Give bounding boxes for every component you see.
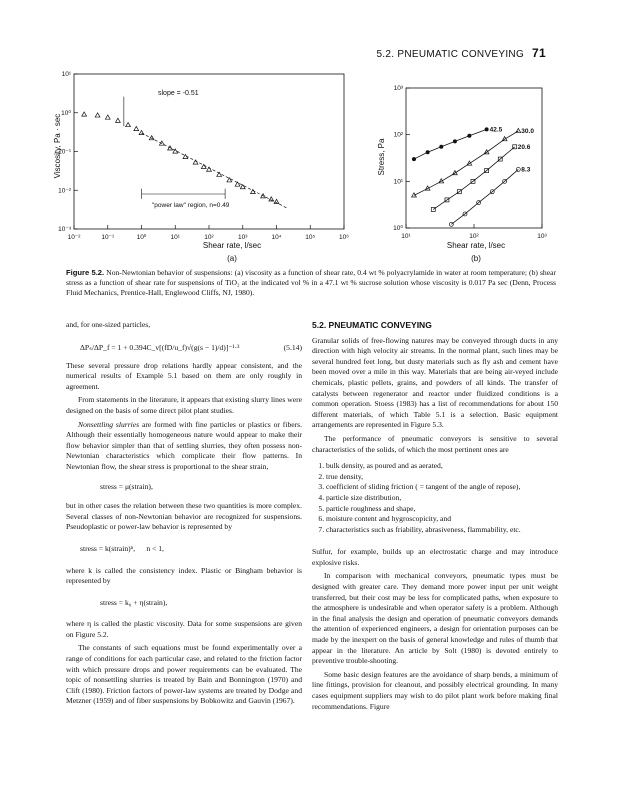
right-paragraph-5: Some basic design features are the avoidance of sharp bends, a minimum of line fittings, provision for cleanout, and possibly electrical grounding. In many cases equipment suppliers may wish to do pilot plant work before making final recommendations. Figure — [312, 669, 558, 711]
x-tick-label: 10³ — [537, 233, 547, 240]
data-point — [516, 128, 521, 132]
data-point — [159, 141, 164, 145]
data-point — [227, 178, 232, 182]
panel-a-xlabel: Shear rate, l/sec — [202, 241, 262, 250]
list-item: 7. characteristics such as friability, abrasiveness, flammability, etc. — [326, 525, 558, 536]
right-paragraph-3: Sulfur, for example, builds up an electrostatic charge and may introduce explosive risks. — [312, 547, 558, 567]
list-item: 4. particle size distribution, — [326, 493, 558, 504]
left-paragraph-1: These several pressure drop relations hardly appear consistent, and the numerical results of Example 5.1 based on them are only roughly in agreement. — [66, 360, 302, 391]
y-tick-label: 10² — [393, 131, 403, 139]
data-point — [484, 150, 489, 154]
panel-a-ylabel: Viscosity, Pa · sec — [53, 113, 62, 179]
y-tick-label: 10⁰ — [61, 109, 71, 117]
data-point — [502, 137, 507, 141]
data-point — [95, 113, 100, 117]
list-item: 1. bulk density, as poured and as aerated, — [326, 461, 558, 472]
running-head — [0, 46, 546, 60]
data-point — [467, 134, 471, 138]
list-item: 5. particle roughness and shape, — [326, 504, 558, 515]
x-tick-label: 10⁻² — [67, 234, 81, 241]
data-point — [439, 145, 443, 149]
x-tick-label: 10⁻¹ — [101, 234, 115, 241]
right-paragraph-4: In comparison with mechanical conveyors, pneumatic types must be designed with greater care. They demand more power input per unit weight transferred, but their cost may be less for complicated paths, when exposure to the atmosphere is undesirable and when operator safety is a problem. Although in the final analysis the design and operation of pneumatic conveyors demands the attention of experienced engineers, a design for orientation purposes can be made by the inexpert on the basis of general knowledge and rules of thumb that appear in the literature. An article by Solt (1980) is devoted entirely to preventive trouble-shooting. — [312, 571, 558, 666]
data-point — [240, 185, 245, 189]
y-tick-label: 10¹ — [61, 71, 71, 78]
y-tick-label: 10³ — [393, 85, 403, 92]
list-item: 6. moisture content and hygroscopicity, and — [326, 514, 558, 525]
data-point — [201, 164, 206, 168]
left-paragraph-2: From statements in the literature, it appears that existing slurry lines were designed on the basis of some direct pilot plant studies. — [66, 395, 302, 415]
panel-a-label: (a) — [227, 254, 237, 263]
running-head-section: 5.2. PNEUMATIC CONVEYING — [376, 49, 525, 60]
series-line — [414, 129, 487, 159]
panel-b-ylabel: Stress, Pa — [377, 138, 386, 176]
equation-power-law: stress = k(strain)ⁿ, n < 1, — [80, 543, 164, 553]
equation-5-14-body: ΔPₛ/ΔP_f = 1 + 0.394C_v[(fD/u_f)√(g(s − 1)/d)]⁻¹·³ — [80, 342, 240, 352]
figure-caption-label: Figure 5.2. — [66, 268, 105, 277]
data-point — [485, 127, 489, 131]
equation-newton: stress = μ(strain), — [100, 481, 153, 491]
panel-a-plot — [58, 71, 349, 241]
x-tick-label: 10⁶ — [339, 234, 349, 241]
x-tick-label: 10² — [204, 234, 214, 241]
annotation-power-law: "power law" region, n=0.49 — [152, 202, 230, 209]
x-tick-label: 10¹ — [170, 234, 180, 241]
equation-bingham: stress = k₀ + η(strain), — [100, 597, 168, 607]
data-point — [116, 118, 121, 122]
series-label: 8.3 — [521, 166, 531, 174]
figure-panel-a — [52, 66, 370, 266]
left-paragraph-3-text: are formed with fine particles or plastics or fibers. Although their essentially homogeneous nature would appear to make their flow behavior simpler than that of settling slurries, they often possess non-Newtonian characteristics which complicate their flow patterns. In Newtonian flow, the shear stress is proportional to the shear strain, — [66, 419, 302, 471]
solids-characteristics-list — [312, 461, 558, 535]
data-point — [453, 139, 457, 143]
left-paragraph-6: where η is called the plastic viscosity. Data for some suspensions are given on Figure 5.2. — [66, 619, 302, 639]
data-point — [412, 157, 416, 161]
y-tick-label: 10⁰ — [393, 225, 403, 232]
data-point — [134, 126, 139, 130]
x-tick-label: 10² — [469, 233, 479, 240]
y-tick-label: 10⁻¹ — [58, 148, 71, 156]
list-item: 2. true density, — [326, 472, 558, 483]
data-point — [467, 161, 472, 165]
left-paragraph-7: The constants of such equations must be found experimentally over a range of conditions for each particular case, and related to the friction factor with which pressure drops and power requirements can be evaluated. The topic of nonsettling slurries is treated by Bain and Bonnington (1970) and Clift (1980). Friction factors of power-law systems are treated by Dodge and Metzner (1959) and of fiber suspensions by Bobkowitz and Gauvin (1967). — [66, 643, 302, 706]
equation-5-14-number: (5.14) — [283, 342, 302, 352]
left-paragraph-5: where k is called the consistency index. Plastic or Bingham behavior is represented by — [66, 565, 302, 586]
left-paragraph-3 — [66, 420, 302, 473]
right-paragraph-1: Granular solids of free-flowing natures may be conveyed through ducts in any direction with high velocity air streams. In the normal plant, such lines may be several hundred feet long, but dusty materials such as fly ash and cement have been moved over a mile in this way. Materials that are being air-veyed include chemicals, plastic pellets, grains, and powders of all kinds. The transfer of catalysts between regenerator and reactor under fluidized conditions is a common operation. Stoess (1983) has a list of recommendations for about 150 different materials, of which Table 5.1 is a selection. Basic equipment arrangements are represented in Figure 5.3. — [312, 335, 558, 430]
figure-caption — [66, 268, 556, 298]
annotation-slope: slope = -0.51 — [158, 90, 199, 97]
data-point — [149, 136, 154, 140]
page-number: 71 — [532, 46, 546, 60]
panel-b-xlabel: Shear rate, l/sec — [446, 241, 506, 250]
data-point — [269, 197, 274, 201]
figure-caption-text: Non-Newtonian behavior of suspensions: (a) viscosity as a function of shear rate, 0.4 wt % polyacrylamide in water at room temperature; (b) shear stress as a function of shear rate for suspensions of TiO₂ at the indicated vol % in a 47.1 wt % sucrose solution whose viscosity is 0.017 Pa sec (Denn, Process Fluid Mechanics, Prentice-Hall, Englewood Cliffs, NJ, 1980). — [66, 268, 556, 297]
series-label: 30.0 — [521, 127, 534, 135]
series-label: 42.5 — [489, 126, 503, 134]
right-paragraph-2: The performance of pneumatic conveyors is sensitive to several characteristics of the solids, of which the most pertinent ones are — [312, 433, 558, 454]
term-nonsettling-slurries: Nonsettling slurries — [78, 419, 140, 429]
data-point — [426, 150, 430, 154]
panel-b-plot — [393, 85, 547, 240]
x-tick-label: 10¹ — [401, 233, 411, 240]
y-tick-label: 10⁻² — [58, 187, 71, 195]
right-column — [312, 320, 558, 715]
equation-5-14 — [66, 343, 302, 361]
series-line — [451, 169, 518, 224]
left-column — [66, 320, 302, 710]
x-tick-label: 10⁰ — [136, 234, 147, 241]
series-label: 20.6 — [517, 143, 531, 151]
section-heading: 5.2. PNEUMATIC CONVEYING — [312, 320, 432, 330]
plot-frame — [406, 88, 542, 228]
data-point — [439, 179, 444, 183]
series-line — [433, 147, 514, 210]
data-point — [453, 171, 458, 175]
x-tick-label: 10⁵ — [305, 234, 316, 241]
x-tick-label: 10⁴ — [271, 234, 282, 241]
x-tick-label: 10³ — [238, 234, 248, 241]
y-tick-label: 10¹ — [393, 178, 403, 186]
left-intro: and, for one-sized particles, — [66, 320, 151, 329]
data-point — [82, 112, 87, 116]
data-point — [126, 123, 131, 127]
left-paragraph-4: but in other cases the relation between these two quantities is more complex. Several classes of non-Newtonian behavior are recognized for suspensions. Pseudoplastic or power-law behavior is represented by — [66, 501, 302, 532]
list-item: 3. coefficient of sliding friction ( = tangent of the angle of repose), — [326, 482, 558, 493]
panel-b-label: (b) — [471, 254, 481, 263]
data-point — [105, 115, 110, 119]
data-point — [235, 182, 240, 186]
figure-panel-b — [376, 82, 556, 266]
y-tick-label: 10⁻³ — [58, 226, 71, 233]
